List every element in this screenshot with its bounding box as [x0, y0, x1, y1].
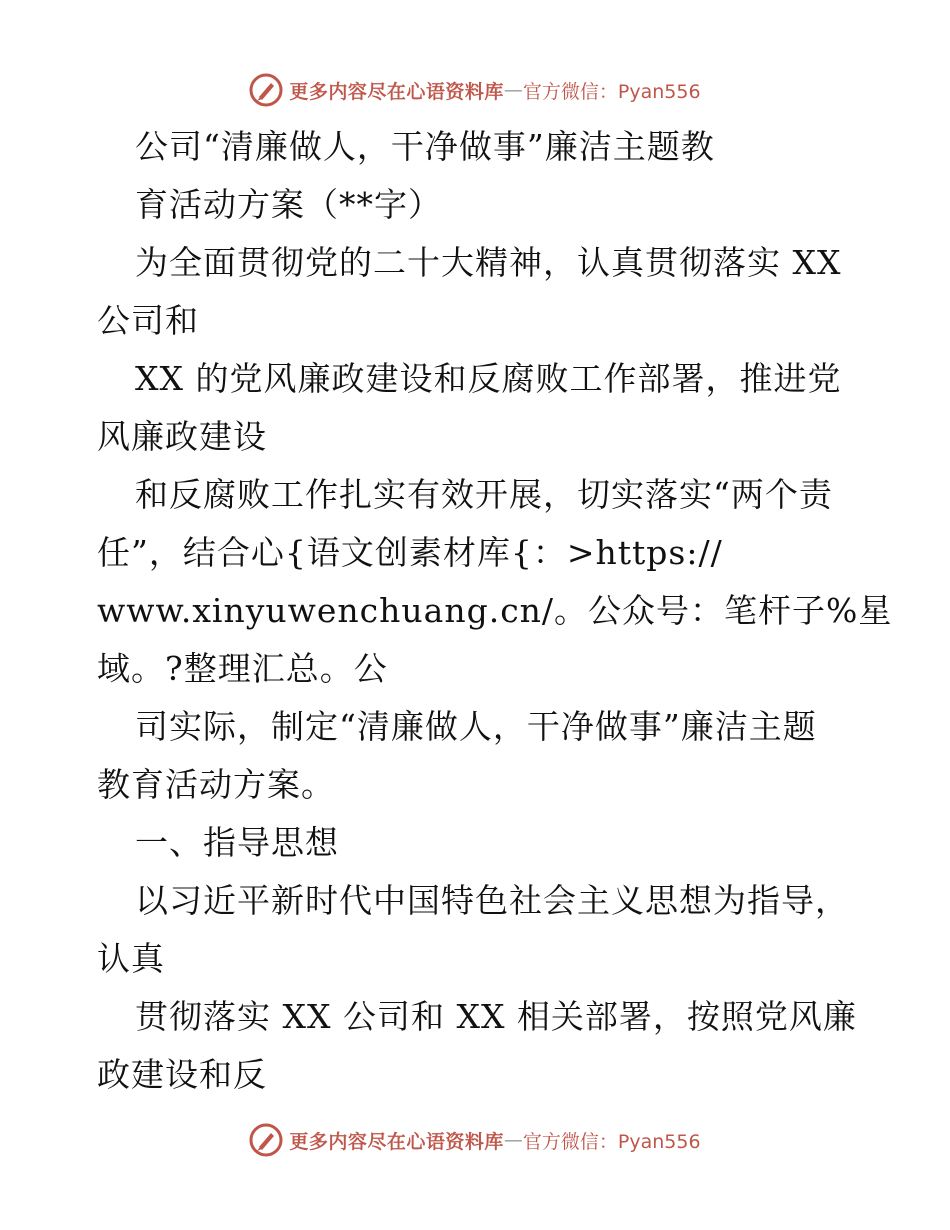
doc-line: 和反腐败工作扎实有效开展，切实落实“两个责	[135, 475, 833, 514]
doc-line: 域。?整理汇总。公	[97, 649, 388, 688]
pen-seal-logo-icon	[249, 1123, 283, 1157]
watermark-wechat-text: 官方微信：Pyan556	[522, 80, 701, 103]
doc-line: 为全面贯彻党的二十大精神，认真贯彻落实 XX	[135, 243, 842, 282]
doc-line: 公司和	[97, 301, 199, 340]
watermark-banner-top	[0, 70, 950, 110]
doc-line: 贯彻落实 XX 公司和 XX 相关部署，按照党风廉	[135, 997, 857, 1036]
pen-seal-logo-icon	[249, 73, 283, 107]
watermark-main-text: 更多内容尽在心语资料库	[289, 1130, 504, 1153]
doc-line: XX 的党风廉政建设和反腐败工作部署，推进党	[135, 359, 842, 398]
watermark-separator: —	[503, 79, 523, 101]
doc-line: 政建设和反	[97, 1055, 267, 1094]
document-body	[97, 118, 893, 1104]
doc-title-line-1: 公司“清廉做人，干净做事”廉洁主题教	[135, 127, 715, 166]
doc-line: 任”，结合心{语文创素材库{：>https://	[97, 533, 723, 572]
doc-line: 以习近平新时代中国特色社会主义思想为指导，	[135, 881, 849, 920]
watermark-separator: —	[503, 1129, 523, 1151]
section-heading: 一、指导思想	[135, 823, 339, 862]
doc-line: 风廉政建设	[97, 417, 267, 456]
watermark-wechat-text: 官方微信：Pyan556	[522, 1130, 701, 1153]
doc-line: 司实际，制定“清廉做人，干净做事”廉洁主题	[135, 707, 817, 746]
doc-line: 教育活动方案。	[97, 765, 335, 804]
watermark-main-text: 更多内容尽在心语资料库	[289, 80, 504, 103]
doc-line: 认真	[97, 939, 165, 978]
doc-title-line-2: 育活动方案（**字）	[135, 185, 442, 224]
doc-line-url: www.xinyuwenchuang.cn/。公众号：笔杆子%星	[97, 591, 893, 630]
watermark-banner-bottom	[0, 1120, 950, 1160]
